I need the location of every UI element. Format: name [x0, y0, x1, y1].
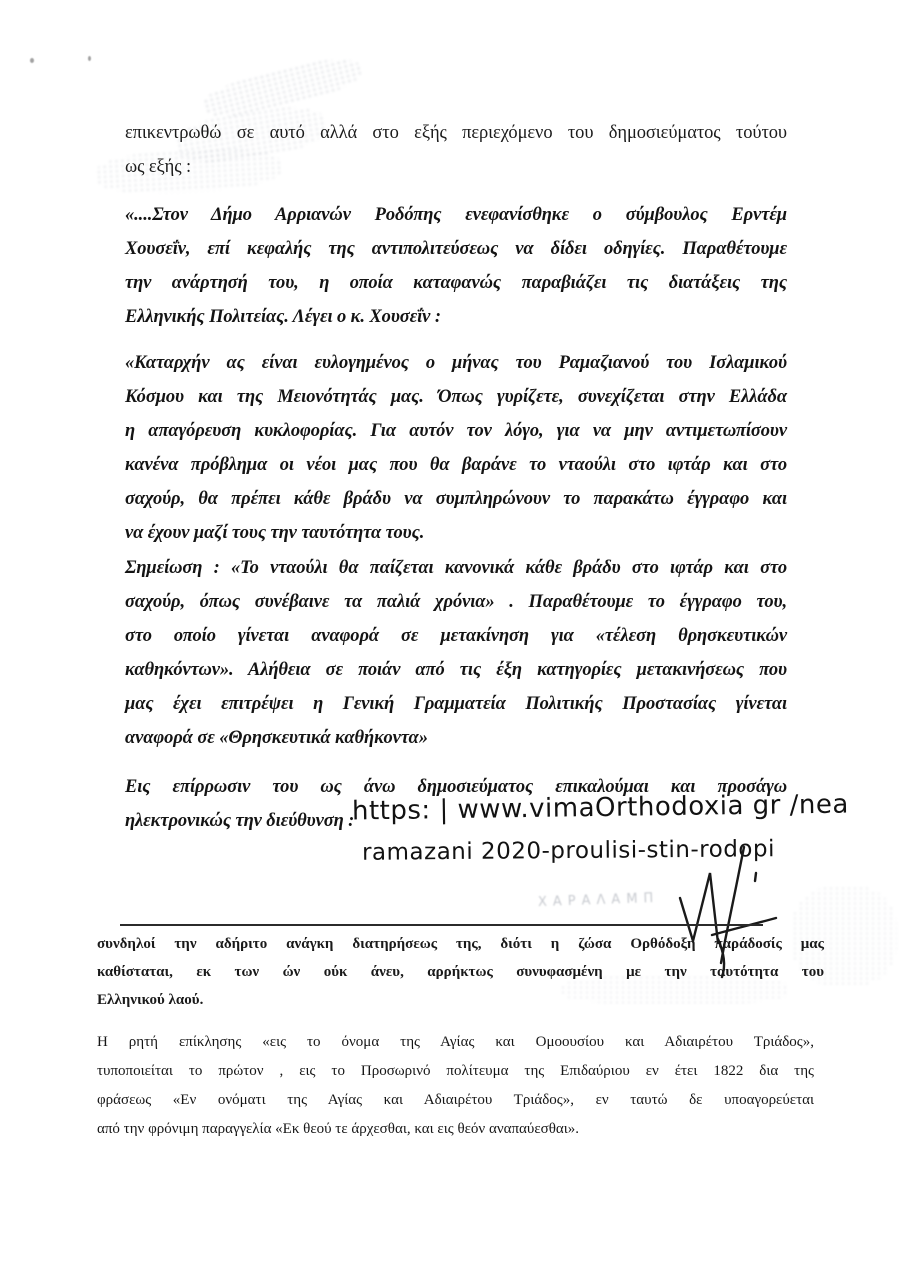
text-line: κανένα πρόβλημα οι νέοι μας που θα βαράνε το νταούλι στο ιφτάρ και στο: [125, 455, 787, 475]
text-line: Κόσμου και της Μειονότητάς μας. Όπως γυρίζετε, συνεχίζεται στην Ελλάδα: [125, 387, 787, 407]
quote-paragraph-2: [125, 346, 787, 550]
text-line: φράσεως «Εν ονόματι της Αγίας και Αδιαιρέτου Τριάδος», εν ταυτώ δε υποαγορεύεται: [97, 1092, 814, 1108]
handwritten-url-line2: ramazani 2020-proulisi-stin-rodopi: [361, 836, 776, 866]
text-line: Ελληνικού λαού.: [97, 992, 204, 1008]
text-line: καθίσταται, εκ των ών ούκ άνευ, αρρήκτως συνυφασμένη με την ταυτότητα του: [97, 964, 824, 980]
text-line: ως εξής :: [125, 157, 192, 177]
quote-paragraph-1: [125, 198, 787, 334]
text-line: Εις επίρρωσιν του ως άνω δημοσιεύματος επικαλούμαι και προσάγω: [125, 777, 787, 797]
text-line: Σημείωση : «Το νταούλι θα παίζεται κανονικά κάθε βράδυ στο ιφτάρ και στο: [125, 558, 787, 578]
scan-speck: [30, 58, 34, 63]
text-line: η απαγόρευση κυκλοφορίας. Για αυτόν τον λόγο, για να μην αντιμετωπίσουν: [125, 421, 787, 441]
text-line: μας έχει επιτρέψει η Γενική Γραμματεία Πολιτικής Προστασίας γίνεται: [125, 694, 787, 714]
text-line: επικεντρωθώ σε αυτό αλλά στο εξής περιεχόμενο του δημοσιεύματος τούτου: [125, 123, 787, 143]
text-line: τυποποιείται το πρώτον , εις το Προσωρινό πολίτευμα της Επιδαύριου εν έτει 1822 δια της: [97, 1063, 814, 1079]
text-line: καθηκόντων». Αλήθεια σε ποιάν από τις έξη κατηγορίες μετακινήσεως που: [125, 660, 787, 680]
text-line: «Καταρχήν ας είναι ευλογημένος ο μήνας του Ραμαζιανού του Ισλαμικού: [125, 353, 787, 373]
footnote-paragraph-1: [97, 930, 824, 1014]
text-line: «....Στον Δήμο Αρριανών Ροδόπης ενεφανίσθηκε ο σύμβουλος Ερντέμ: [125, 205, 787, 225]
scan-speck: [88, 56, 91, 61]
text-line: από την φρόνιμη παραγγελία «Εκ θεού τε άρχεσθαι, και εις θεόν αναπαύεσθαι».: [97, 1121, 580, 1137]
text-line: Η ρητή επίκλησης «εις το όνομα της Αγίας και Ομοουσίου και Αδιαιρέτου Τριάδος»,: [97, 1034, 814, 1050]
text-line: ηλεκτρονικώς την διεύθυνση :: [125, 811, 355, 831]
text-line: Ελληνικής Πολιτείας. Λέγει ο κ. Χουσεΐν :: [125, 307, 441, 327]
text-line: να έχουν μαζί τους την ταυτότητα τους.: [125, 523, 425, 543]
text-line: σαχούρ, όπως συνέβαινε τα παλιά χρόνια» . Παραθέτουμε το έγγραφο του,: [125, 592, 787, 612]
text-line: την ανάρτησή του, η οποία καταφανώς παραβιάζει τις διατάξεις της: [125, 273, 787, 293]
footnote-paragraph-2: [97, 1028, 814, 1144]
handwritten-url-line1: https: | www.vimaOrthodoxia gr /nea: [351, 789, 849, 827]
quote-paragraph-3: [125, 551, 787, 755]
text-line: αναφορά σε «Θρησκευτικά καθήκοντα»: [125, 728, 428, 748]
faint-stamp-name-text: ΧΑΡΑΛΑΜΠ: [537, 890, 660, 911]
intro-paragraph: [125, 116, 787, 184]
text-line: σαχούρ, θα πρέπει κάθε βράδυ να συμπληρώνουν το παρακάτω έγγραφο και: [125, 489, 787, 509]
footnote-divider: [120, 924, 763, 926]
text-line: στο οποίο γίνεται αναφορά σε μετακίνηση για «τέλεση θρησκευτικών: [125, 626, 787, 646]
text-line: συνδηλοί την αδήριτο ανάγκη διατηρήσεως της, διότι η ζώσα Ορθόδοξη παράδοσίς μας: [97, 936, 824, 952]
text-line: Χουσεΐν, επί κεφαλής της αντιπολιτεύσεως να δίδει οδηγίες. Παραθέτουμε: [125, 239, 787, 259]
